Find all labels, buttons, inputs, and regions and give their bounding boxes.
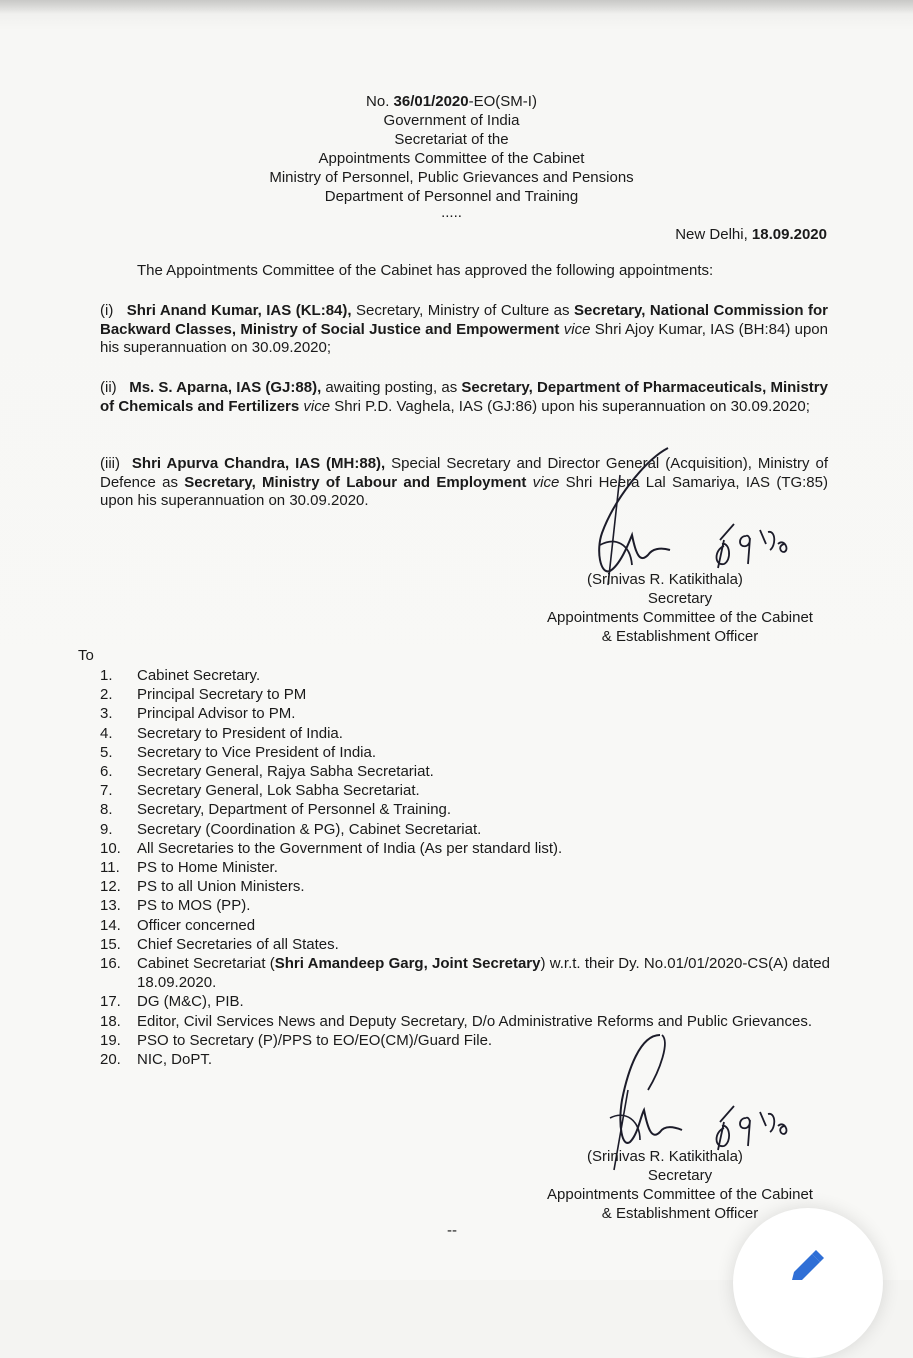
signature-block-1 (530, 570, 830, 646)
list-item: 13. PS to MOS (PP). (100, 897, 251, 915)
signatory-role: & Establishment Officer (601, 628, 759, 645)
list-item: 7. Secretary General, Lok Sabha Secretariat. (100, 782, 420, 800)
list-item: 10. All Secretaries to the Government of India (As per standard list). (100, 839, 563, 857)
signatory-title: Secretary (647, 590, 713, 607)
list-item: 11. PS to Home Minister. (100, 859, 278, 877)
list-item: 9. Secretary (Coordination & PG), Cabinet Secretariat. (100, 820, 482, 838)
appointment-item-2: (ii) Ms. S. Aparna, IAS (GJ:88), awaiting posting, as Secretary, Department of Pharmaceuticals, Ministry of Chemicals and Fertilizers vice Shri P.D. Vaghela, IAS (GJ:86) upon his superannuation on 30.09.2020; (100, 379, 828, 415)
list-item: 3. Principal Advisor to PM. (100, 705, 296, 723)
signatory-role: & Establishment Officer (601, 1205, 759, 1222)
intro-text: The Appointments Committee of the Cabinet has approved the following appointments: (137, 262, 714, 279)
signatory-name: (Srinivas R. Katikithala) (587, 1148, 743, 1165)
letter-header (0, 92, 903, 220)
header-separator: ..... (441, 204, 462, 221)
list-item: 19. PSO to Secretary (P)/PPS to EO/EO(CM)/Guard File. (100, 1031, 493, 1049)
list-item: 20. NIC, DoPT. (100, 1051, 213, 1069)
list-item: 2. Principal Secretary to PM (100, 686, 307, 704)
scan-edge-shadow (0, 0, 913, 14)
list-item: 16. Cabinet Secretariat (Shri Amandeep Garg, Joint Secretary) w.r.t. their Dy. No.01/01/2020-CS(A) dated 18.09.2020. (100, 955, 830, 992)
header-line-ministry: Ministry of Personnel, Public Grievances and Pensions (269, 169, 634, 186)
list-item: 15. Chief Secretaries of all States. (100, 935, 339, 953)
header-line-department: Department of Personnel and Training (324, 188, 579, 205)
header-line-secretariat: Secretariat of the (394, 131, 509, 148)
letter-date: New Delhi, 18.09.2020 (675, 226, 827, 243)
edit-fab-button[interactable] (733, 1208, 883, 1358)
list-item: 12. PS to all Union Ministers. (100, 878, 305, 896)
distribution-list (100, 666, 830, 1069)
signatory-org: Appointments Committee of the Cabinet (547, 609, 813, 626)
pencil-icon[interactable] (786, 1250, 826, 1280)
appointment-item-1: (i) Shri Anand Kumar, IAS (KL:84), Secretary, Ministry of Culture as Secretary, National Commission for Backward Classes, Ministry of Social Justice and Empowerment vice Shri Ajoy Kumar, IAS (BH:84) upon his superannuation on 30.09.2020; (100, 302, 829, 356)
file-number: No. 36/01/2020-EO(SM-I) (366, 93, 537, 110)
header-line-govt: Government of India (383, 112, 520, 129)
signatory-title: Secretary (647, 1167, 713, 1184)
page-end-mark: -- (447, 1222, 457, 1239)
header-line-acc: Appointments Committee of the Cabinet (318, 150, 585, 167)
signatory-org: Appointments Committee of the Cabinet (547, 1186, 813, 1203)
list-item: 6. Secretary General, Rajya Sabha Secretariat. (100, 763, 434, 781)
to-label: To (78, 647, 94, 664)
list-item: 1. Cabinet Secretary. (100, 667, 261, 684)
list-item: 4. Secretary to President of India. (100, 724, 343, 742)
list-item: 8. Secretary, Department of Personnel & Training. (100, 801, 452, 819)
list-item: 18. Editor, Civil Services News and Deputy Secretary, D/o Administrative Reforms and Public Grievances. (100, 1012, 812, 1030)
list-item: 14. Officer concerned (100, 916, 256, 934)
list-item: 17. DG (M&C), PIB. (100, 993, 244, 1011)
signatory-name: (Srinivas R. Katikithala) (587, 571, 743, 588)
list-item: 5. Secretary to Vice President of India. (100, 743, 377, 761)
appointment-item-3: (iii) Shri Apurva Chandra, IAS (MH:88), Special Secretary and Director General (Acquisition), Ministry of Defence as Secretary, Ministry of Labour and Employment vice Shri Heera Lal Samariya, IAS (TG:85) upon his superannuation on 30.09.2020. (100, 455, 829, 509)
